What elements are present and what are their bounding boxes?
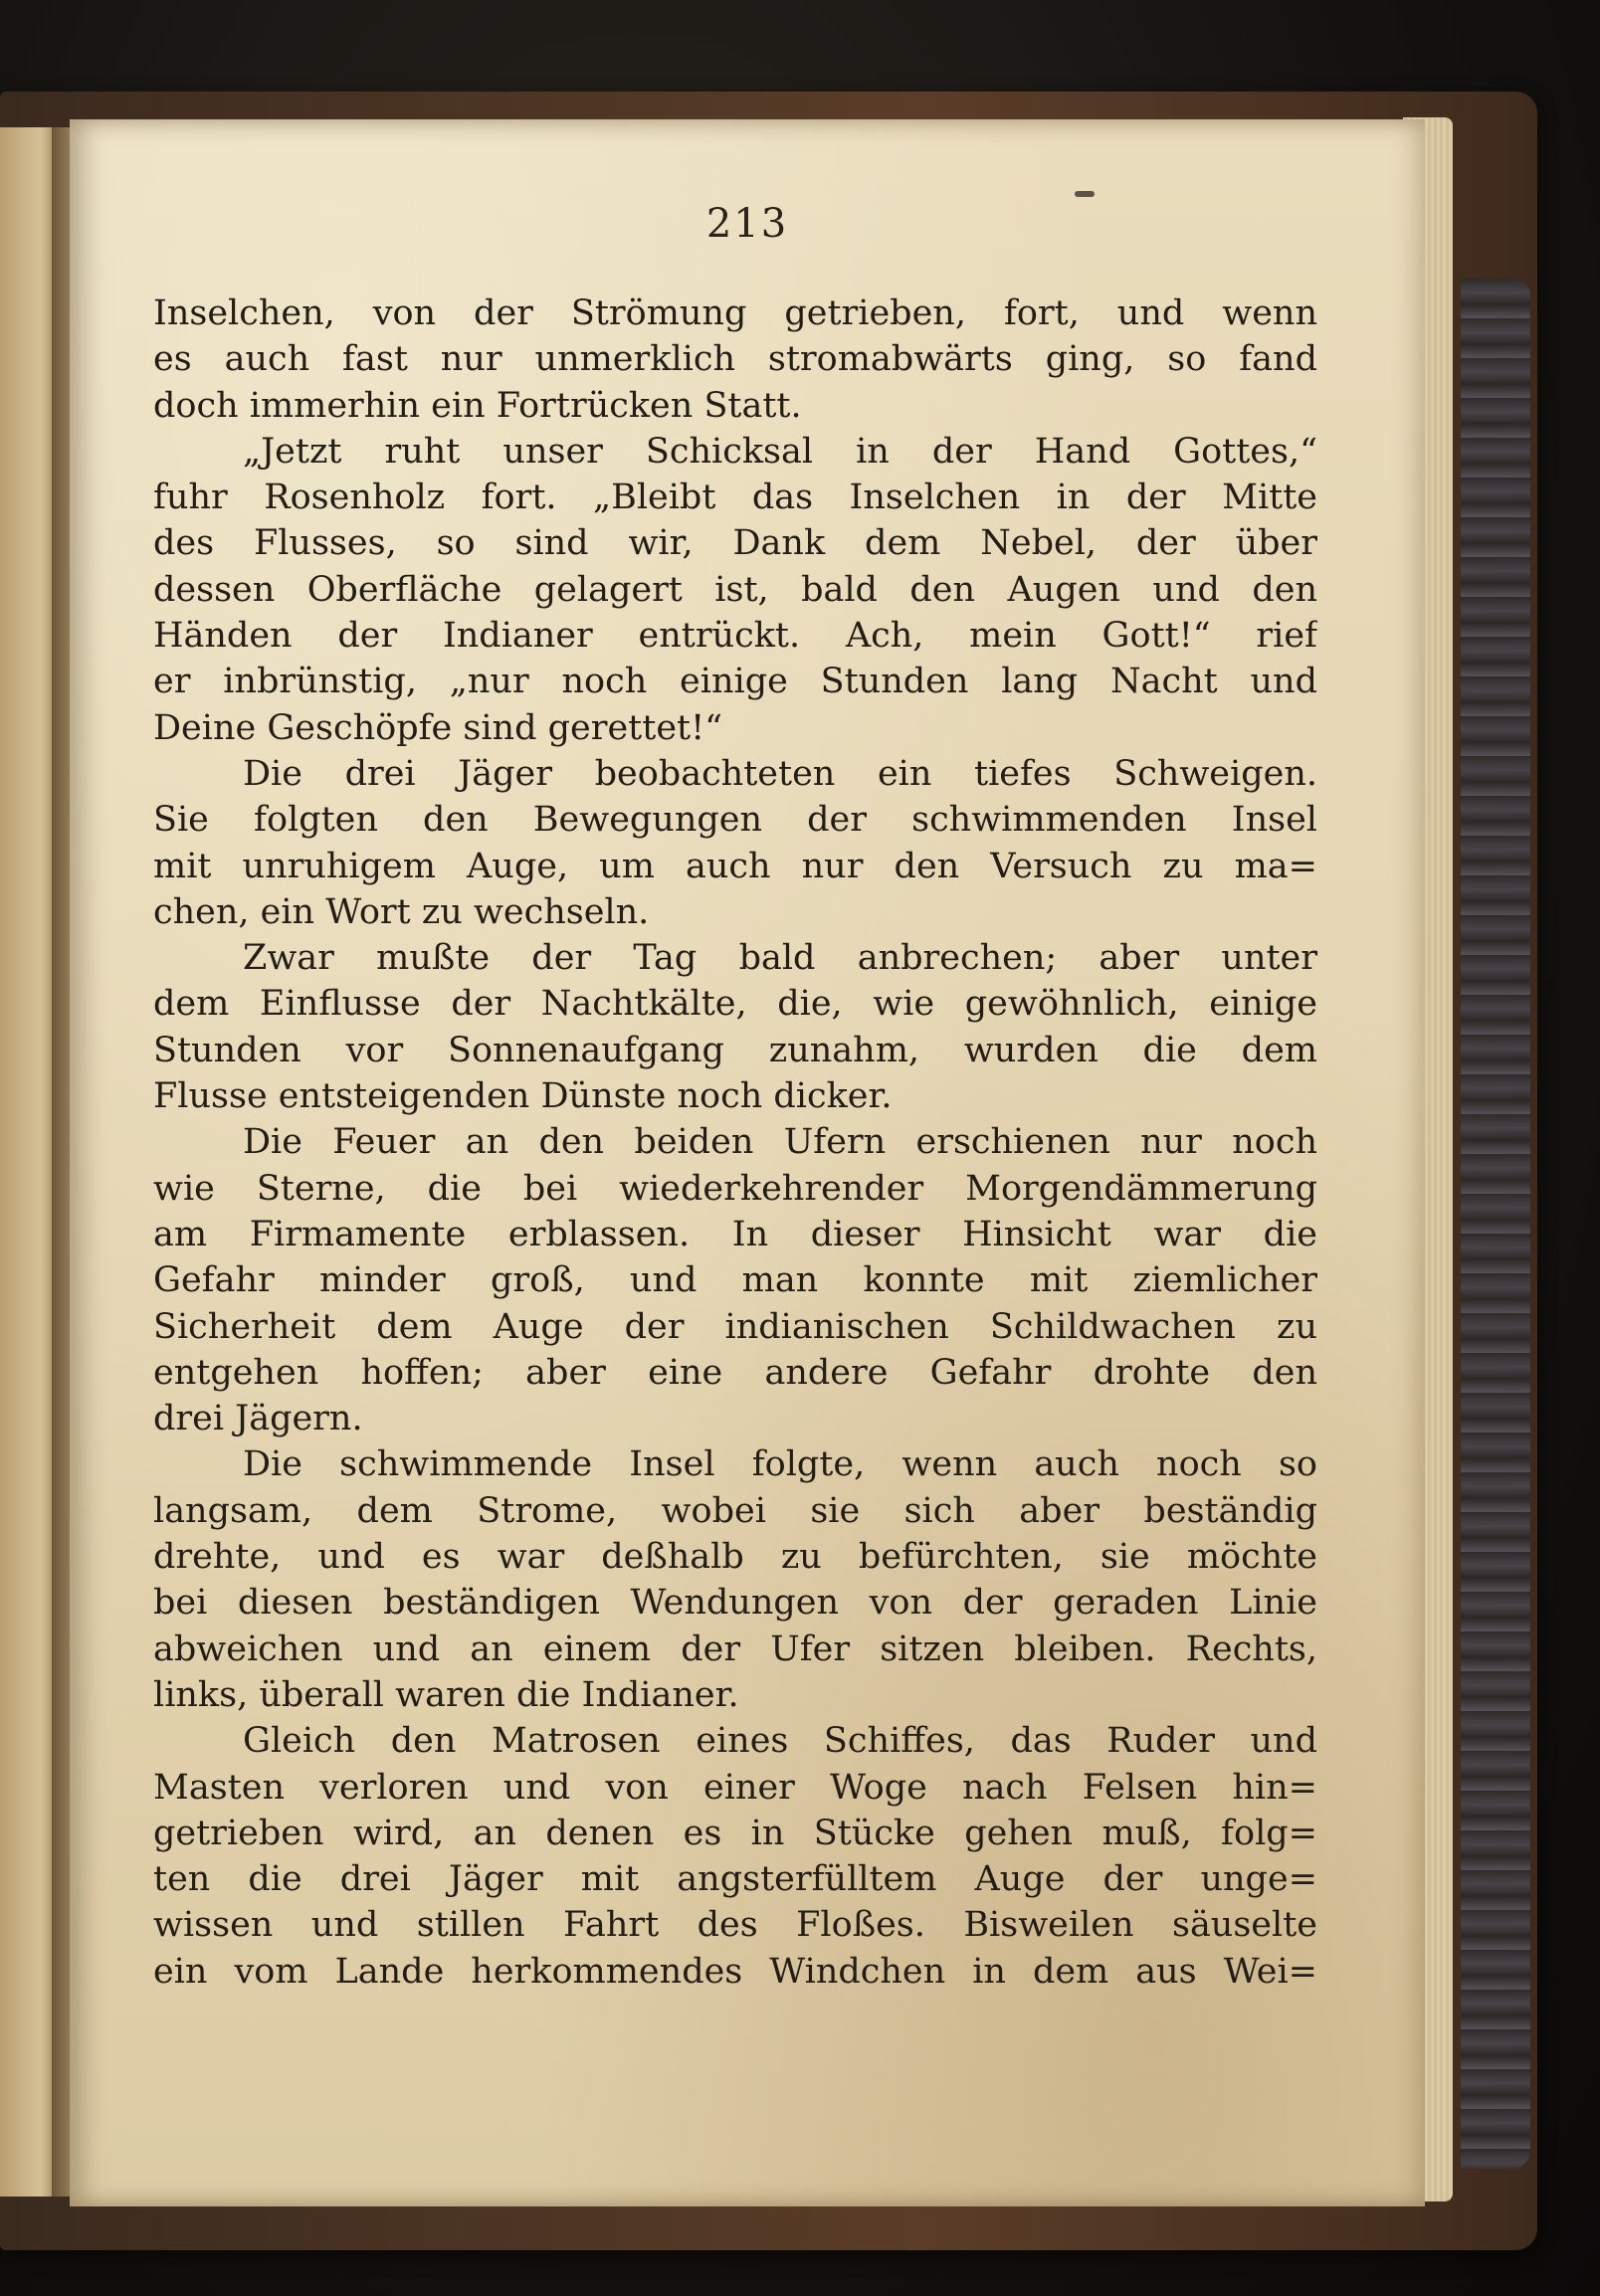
text-line: mit unruhigem Auge, um auch nur den Versuch zu ma= [153,846,1317,886]
text-line: Händen der Indianer entrückt. Ach, mein Gott!“ rief [153,616,1317,657]
text-line: ten die drei Jäger mit angsterfülltem Auge der unge= [153,1859,1317,1900]
text-line: doch immerhin ein Fortrücken Statt. [153,385,802,426]
text-line: links, überall waren die Indianer. [153,1674,739,1715]
text-line: Gefahr minder groß, und man konnte mit ziemlicher [153,1260,1317,1301]
text-line: chen, ein Wort zu wechseln. [153,891,650,932]
text-line: Deine Geschöpfe sind gerettet!“ [153,707,723,748]
ink-mark [1075,191,1095,197]
text-line: „Jetzt ruht unser Schicksal in der Hand Gottes,“ [243,431,1317,472]
text-line: Inselchen, von der Strömung getrieben, fort, und wenn [153,293,1317,333]
text-line: Gleich den Matrosen eines Schiffes, das Ruder und [243,1721,1317,1762]
text-line: wie Sterne, die bei wiederkehrender Morgendämmerung [153,1168,1317,1209]
text-line: Die Feuer an den beiden Ufern erschienen nur noch [243,1122,1317,1163]
body-text [153,290,1317,1995]
cover-edge [1461,279,1530,2169]
text-line: es auch fast nur unmerklich stromabwärts ging, so fand [153,339,1317,380]
left-page-edge [0,127,58,2197]
text-line: Sie folgten den Bewegungen der schwimmenden Insel [153,800,1317,841]
text-line: wissen und stillen Fahrt des Floßes. Bisweilen säuselte [153,1905,1317,1946]
text-line: dem Einflusse der Nachtkälte, die, wie gewöhnlich, einige [153,984,1317,1025]
text-line: drehte, und es war deßhalb zu befürchten, sie möchte [153,1537,1317,1578]
text-line: langsam, dem Strome, wobei sie sich aber beständig [153,1490,1317,1531]
text-line: Stunden vor Sonnenaufgang zunahm, wurden die dem [153,1030,1317,1070]
text-line: Die schwimmende Insel folgte, wenn auch noch so [243,1444,1317,1485]
text-line: Sicherheit dem Auge der indianischen Schildwachen zu [153,1306,1317,1347]
text-line: am Firmamente erblassen. In dieser Hinsicht war die [153,1214,1317,1254]
text-line: entgehen hoffen; aber eine andere Gefahr drohte den [153,1352,1317,1393]
text-line: Zwar mußte der Tag bald anbrechen; aber unter [243,938,1317,979]
text-line: des Flusses, so sind wir, Dank dem Nebel, der über [153,523,1317,564]
text-line: Masten verloren und von einer Woge nach Felsen hin= [153,1767,1317,1808]
page-number: 213 [705,201,789,247]
book-page [70,119,1425,2206]
text-line: Die drei Jäger beobachteten ein tiefes Schweigen. [243,753,1317,794]
text-line: abweichen und an einem der Ufer sitzen bleiben. Rechts, [153,1628,1317,1669]
text-line: dessen Oberfläche gelagert ist, bald den Augen und den [153,569,1317,610]
text-line: er inbrünstig, „nur noch einige Stunden lang Nacht und [153,662,1317,702]
text-line: ein vom Lande herkommendes Windchen in dem aus Wei= [153,1951,1317,1992]
text-line: drei Jägern. [153,1399,363,1439]
text-line: Flusse entsteigenden Dünste noch dicker. [153,1076,893,1117]
text-line: getrieben wird, an denen es in Stücke gehen muß, folg= [153,1813,1317,1853]
text-line: fuhr Rosenholz fort. „Bleibt das Inselchen in der Mitte [153,478,1317,518]
text-line: bei diesen beständigen Wendungen von der geraden Linie [153,1583,1317,1624]
